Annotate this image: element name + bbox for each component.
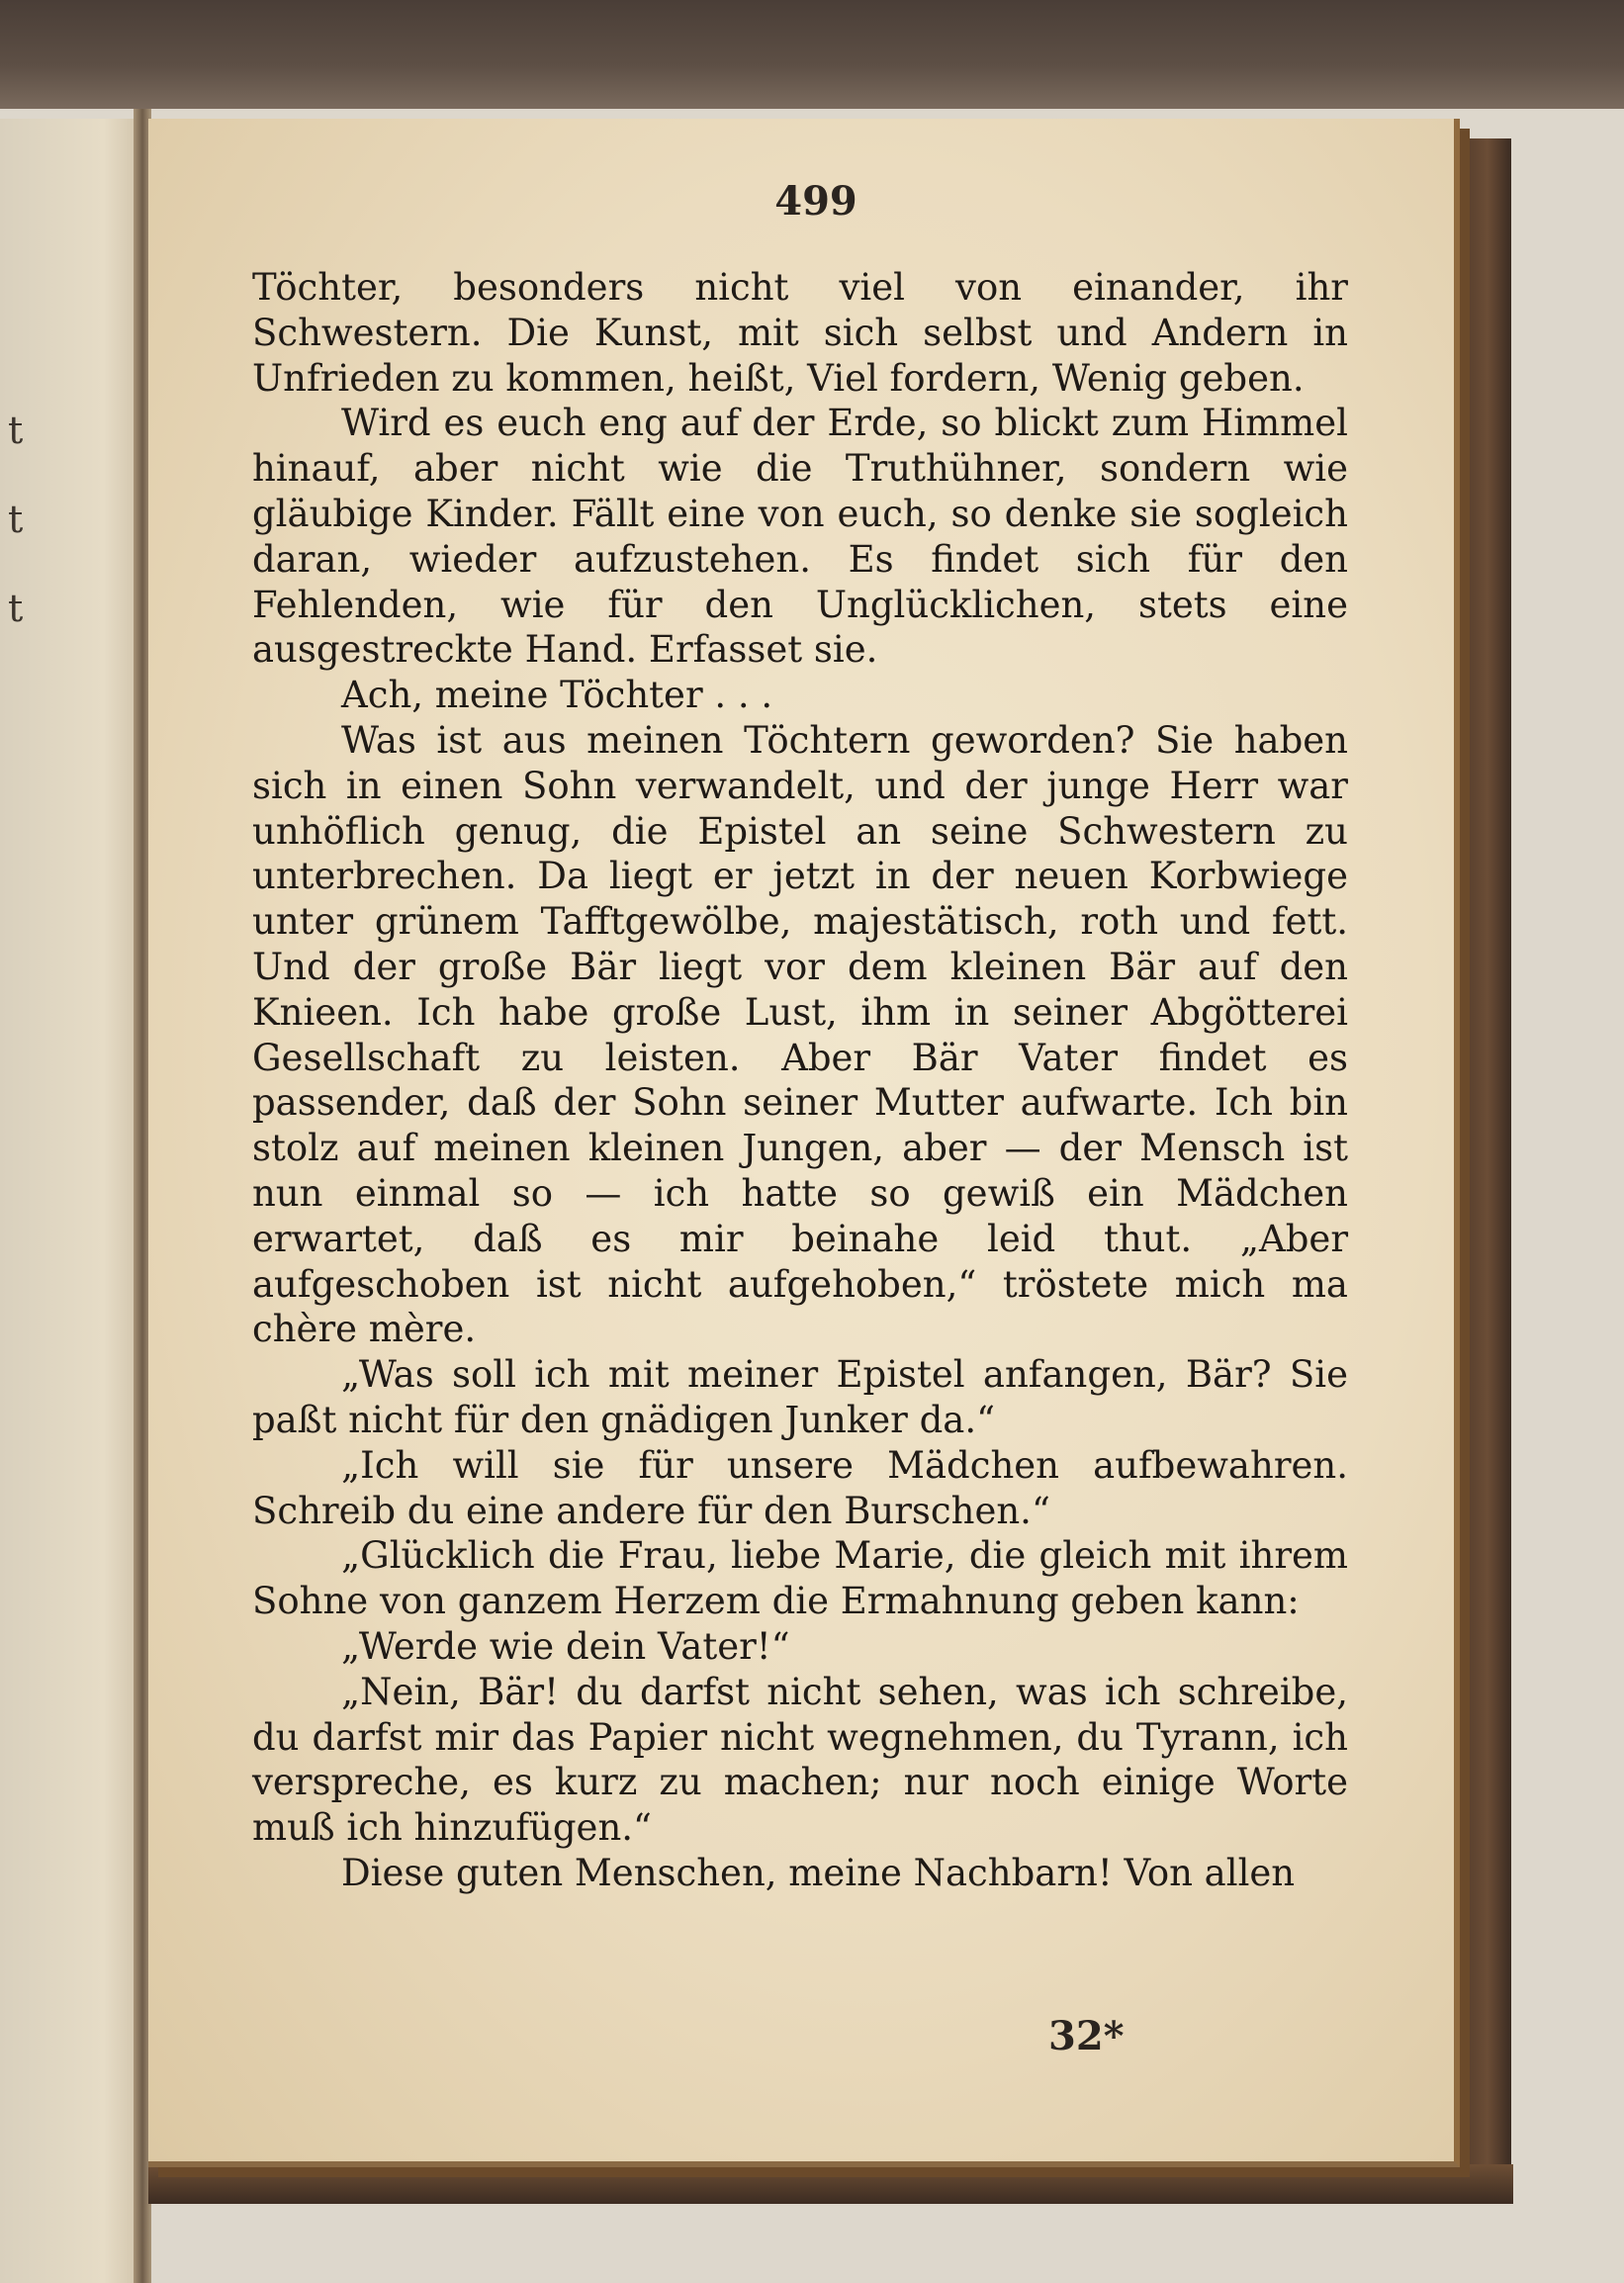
- book-cover-bottom: [148, 2164, 1513, 2204]
- page-body-text: [252, 265, 1348, 1896]
- facing-letter: t: [8, 498, 24, 541]
- paragraph: „Nein, Bär! du darfst nicht sehen, was ich schreibe, du darfst mir das Papier nicht wegnehmen, du Tyrann, ich verspreche, es kurz zu machen; nur noch einige Worte muß ich hinzufügen.“: [252, 1670, 1348, 1850]
- book-spine-edge: [0, 0, 1624, 109]
- paragraph: „Was soll ich mit meiner Epistel anfangen, Bär? Sie paßt nicht für den gnädigen Junker da.“: [252, 1353, 1348, 1441]
- paragraph: Ach, meine Töchter . . .: [341, 674, 773, 717]
- paragraph: „Ich will sie für unsere Mädchen aufbewahren. Schreib du eine andere für den Burschen.“: [252, 1443, 1348, 1532]
- facing-page-edge: [0, 119, 148, 2283]
- paragraph: Wird es euch eng auf der Erde, so blickt zum Himmel hinauf, aber nicht wie die Truthühner, sondern wie gläubige Kinder. Fällt eine von euch, so denke sie sogleich daran, wieder aufzustehen. Es findet sich für den Fehlenden, wie für den Unglücklichen, stets eine ausgestreckte Hand. Erfasset sie.: [252, 402, 1348, 672]
- paragraph: Was ist aus meinen Töchtern geworden? Sie haben sich in einen Sohn verwandelt, und der junge Herr war unhöflich genug, die Epistel an seine Schwestern zu unterbrechen. Da liegt er jetzt in der neuen Korbwiege unter grünem Tafftgewölbe, majestätisch, roth und fett. Und der große Bär liegt vor dem kleinen Bär auf den Knieen. Ich habe große Lust, ihm in seiner Abgötterei Gesellschaft zu leisten. Aber Bär Vater findet es passender, daß der Sohn seiner Mutter aufwarte. Ich bin stolz auf meinen kleinen Jungen, aber — der Mensch ist nun einmal so — ich hatte so gewiß ein Mädchen erwartet, daß es mir beinahe leid thut. „Aber aufgeschoben ist nicht aufgehoben,“ tröstete mich ma chère mère.: [252, 718, 1348, 1351]
- paragraph: „Werde wie dein Vater!“: [341, 1624, 790, 1668]
- facing-letter: t: [8, 587, 24, 630]
- paragraph: Diese guten Menschen, meine Nachbarn! Von allen: [341, 1851, 1296, 1894]
- printer-signature-mark: 32*: [1048, 2013, 1125, 2059]
- paragraph: „Glücklich die Frau, liebe Marie, die gleich mit ihrem Sohne von ganzem Herzem die Ermahnung geben kann:: [252, 1534, 1348, 1623]
- facing-letter: t: [8, 409, 24, 452]
- printed-page: [148, 119, 1460, 2167]
- page-number: 499: [774, 178, 857, 225]
- book-cover-edge: [1452, 138, 1511, 2166]
- paragraph: Töchter, besonders nicht viel von einander, ihr Schwestern. Die Kunst, mit sich selbst und Andern in Unfrieden zu kommen, heißt, Viel fordern, Wenig geben.: [252, 266, 1348, 400]
- facing-page-letters: [8, 386, 28, 653]
